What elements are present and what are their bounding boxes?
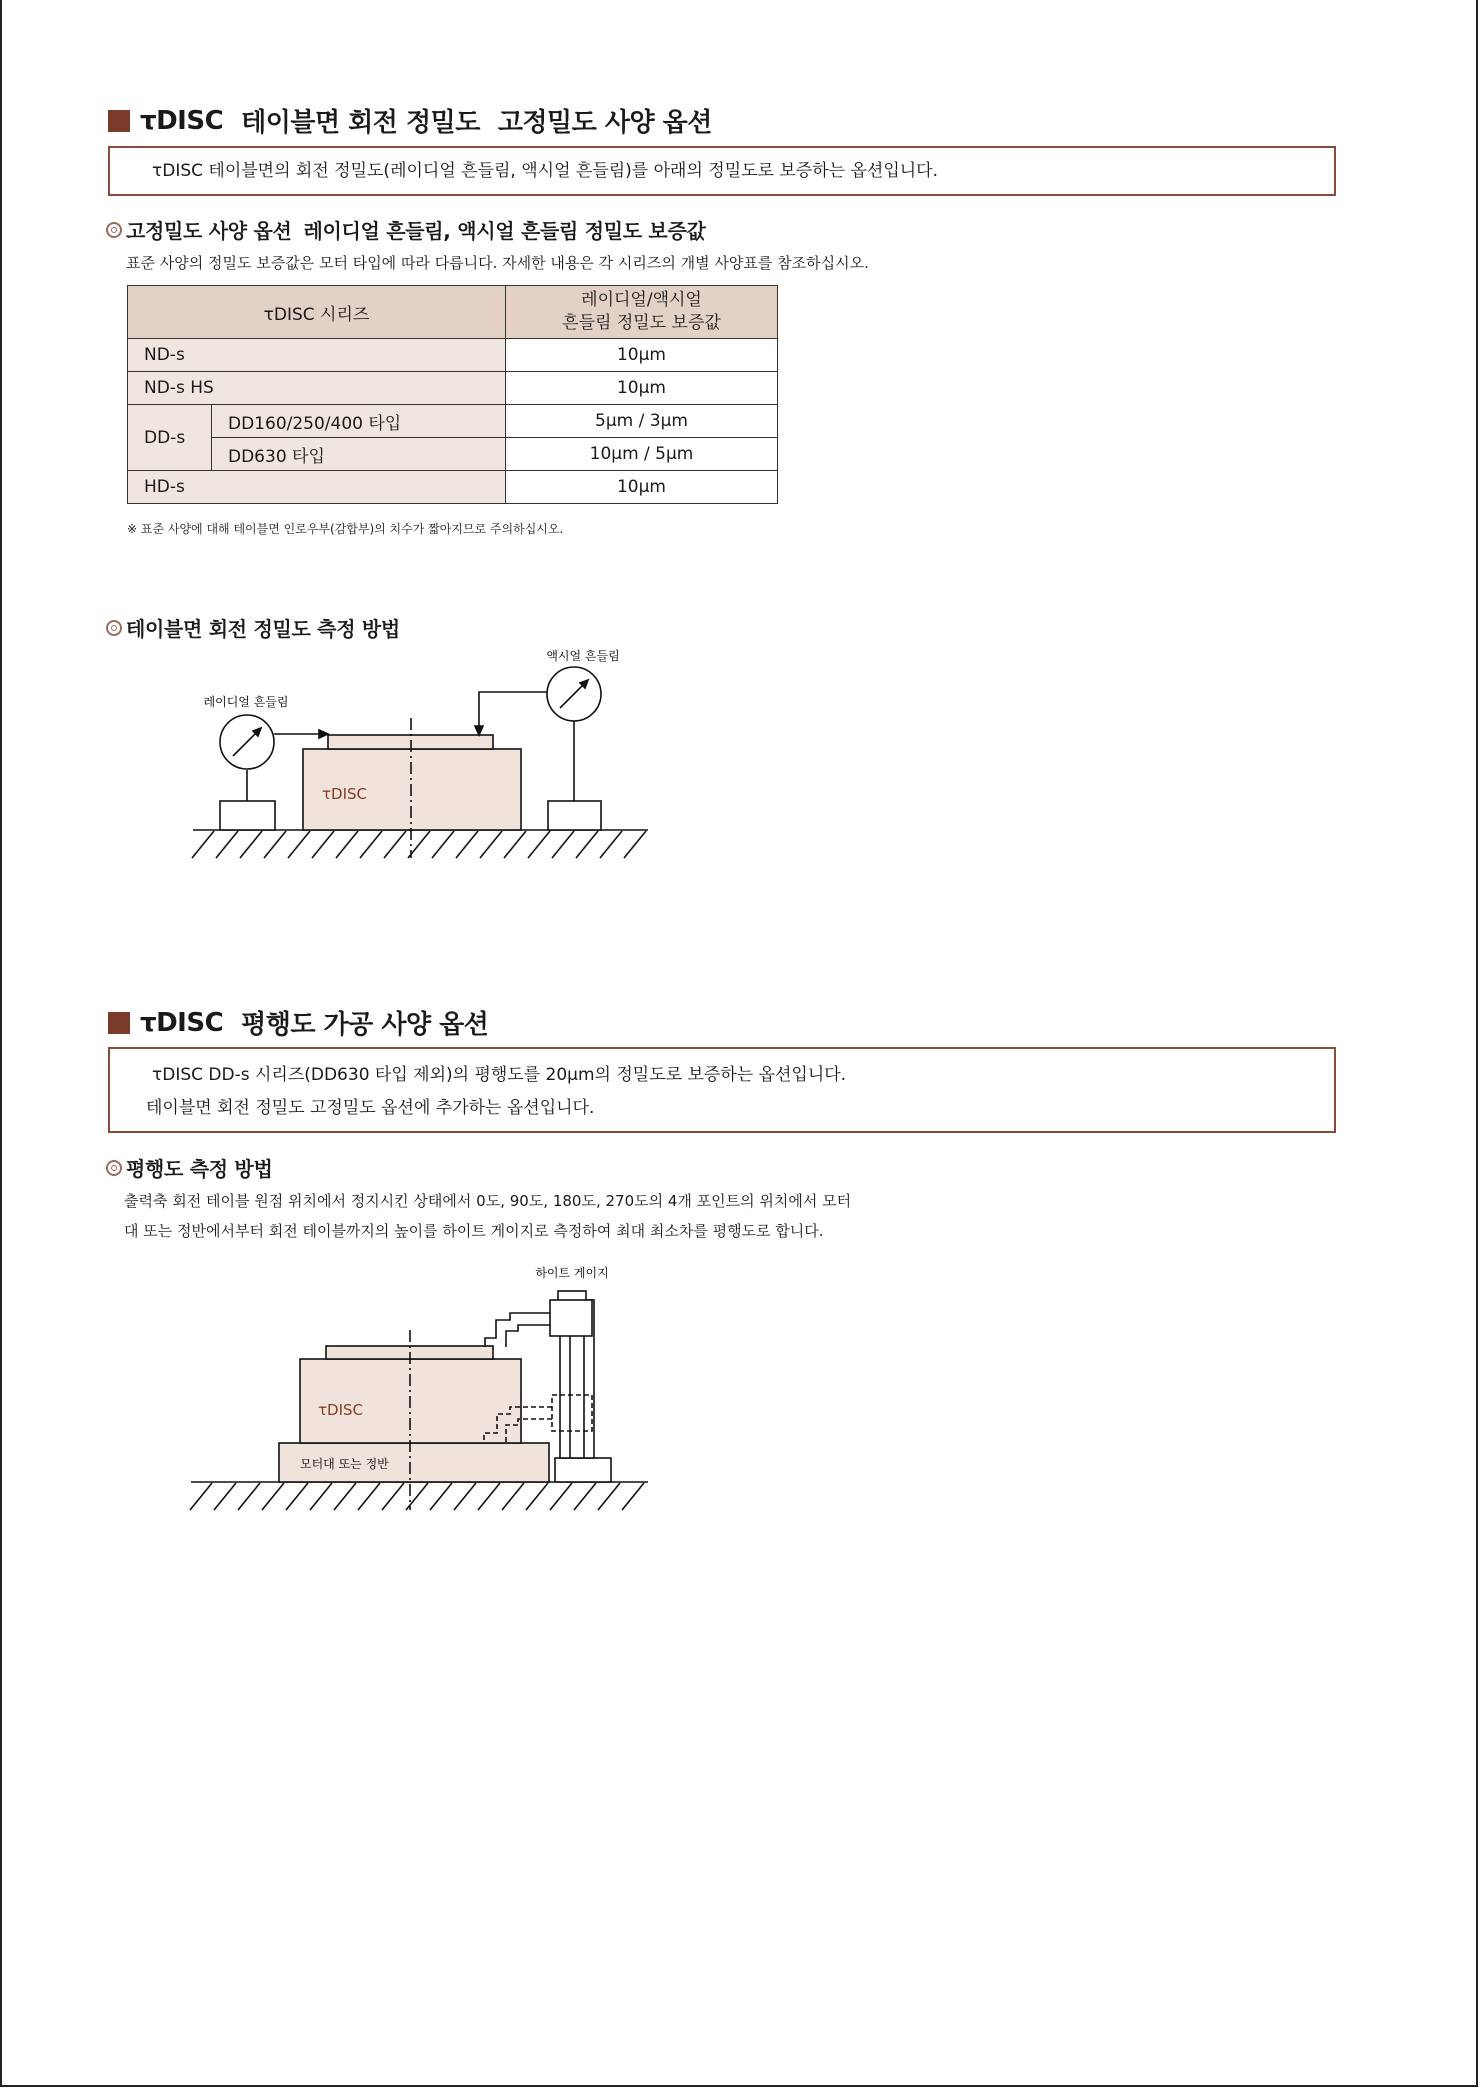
subtitle-part-a: 고정밀도 사양 옵션 (126, 219, 292, 243)
section2-title-main: 평행도 가공 사양 옵션 (241, 1010, 489, 1040)
row-value: 10μm / 5μm (506, 438, 778, 471)
section1-title-main: 테이블면 회전 정밀도 (241, 108, 480, 138)
height-gauge-base (555, 1458, 611, 1482)
section2-title-prefix: τDISC (140, 1007, 224, 1038)
row-value: 5μm / 3μm (506, 405, 778, 438)
section1-title-suffix: 고정밀도 사양 옵션 (497, 108, 712, 138)
subtitle-part-b: 레이디얼 흔들림, 액시얼 흔들림 정밀도 보증값 (303, 219, 706, 243)
table-header-series: τDISC 시리즈 (128, 286, 506, 339)
section2-intro-line2: 테이블면 회전 정밀도 고정밀도 옵션에 추가하는 옵션입니다. (146, 1098, 595, 1118)
height-gauge-head (550, 1300, 592, 1336)
header-value-line2: 흔들림 정밀도 보증값 (562, 313, 721, 333)
section2-intro-line1: τDISC DD-s 시리즈(DD630 타입 제외)의 평행도를 20μm의 정밀도로 보증하는 옵션입니다. (152, 1065, 847, 1085)
row-type: DD630 타입 (212, 438, 506, 471)
row-series: ND-s HS (128, 372, 506, 405)
row-type: DD160/250/400 타입 (212, 405, 506, 438)
subtitle2-text: 테이블면 회전 정밀도 측정 방법 (126, 617, 400, 641)
axial-runout-label: 액시얼 흔들림 (546, 649, 620, 663)
ground-hatch (190, 1483, 644, 1510)
tdisc-body-label: τDISC (318, 1401, 363, 1419)
section2-subtitle-text: 평행도 측정 방법 (126, 1157, 273, 1181)
row-value: 10μm (506, 471, 778, 504)
row-value: 10μm (506, 372, 778, 405)
row-series: HD-s (128, 471, 506, 504)
section2-desc-line2: 대 또는 정반에서부터 회전 테이블까지의 높이를 하이트 게이지로 측정하여 최대 최소차를 평행도로 합니다. (124, 1222, 824, 1240)
row-series: DD-s (128, 405, 212, 471)
tdisc-body-label: τDISC (322, 785, 367, 803)
row-value: 10μm (506, 339, 778, 372)
section1-intro-text: τDISC 테이블면의 회전 정밀도(레이디얼 흔들림, 액시얼 흔들림)를 아래의 정밀도로 보증하는 옵션입니다. (152, 161, 938, 181)
section2-desc-line1: 출력축 회전 테이블 원점 위치에서 정지시킨 상태에서 0도, 90도, 180도, 270도의 4개 포인트의 위치에서 모터 (124, 1192, 852, 1210)
row-series: ND-s (128, 339, 506, 372)
radial-runout-label: 레이디얼 흔들림 (203, 695, 289, 709)
motor-base-label: 모터대 또는 정반 (300, 1457, 389, 1471)
table-note: ※ 표준 사양에 대해 테이블면 인로우부(감합부)의 치수가 짧아지므로 주의하십시오. (127, 522, 564, 536)
header-value-line1: 레이디얼/액시얼 (581, 290, 702, 310)
section1-title-prefix: τDISC (140, 105, 224, 136)
section1-description: 표준 사양의 정밀도 보증값은 모터 타입에 따라 다릅니다. 자세한 내용은 각 시리즈의 개별 사양표를 참조하십시오. (126, 254, 869, 272)
height-gauge-label: 하이트 게이지 (535, 1266, 609, 1280)
